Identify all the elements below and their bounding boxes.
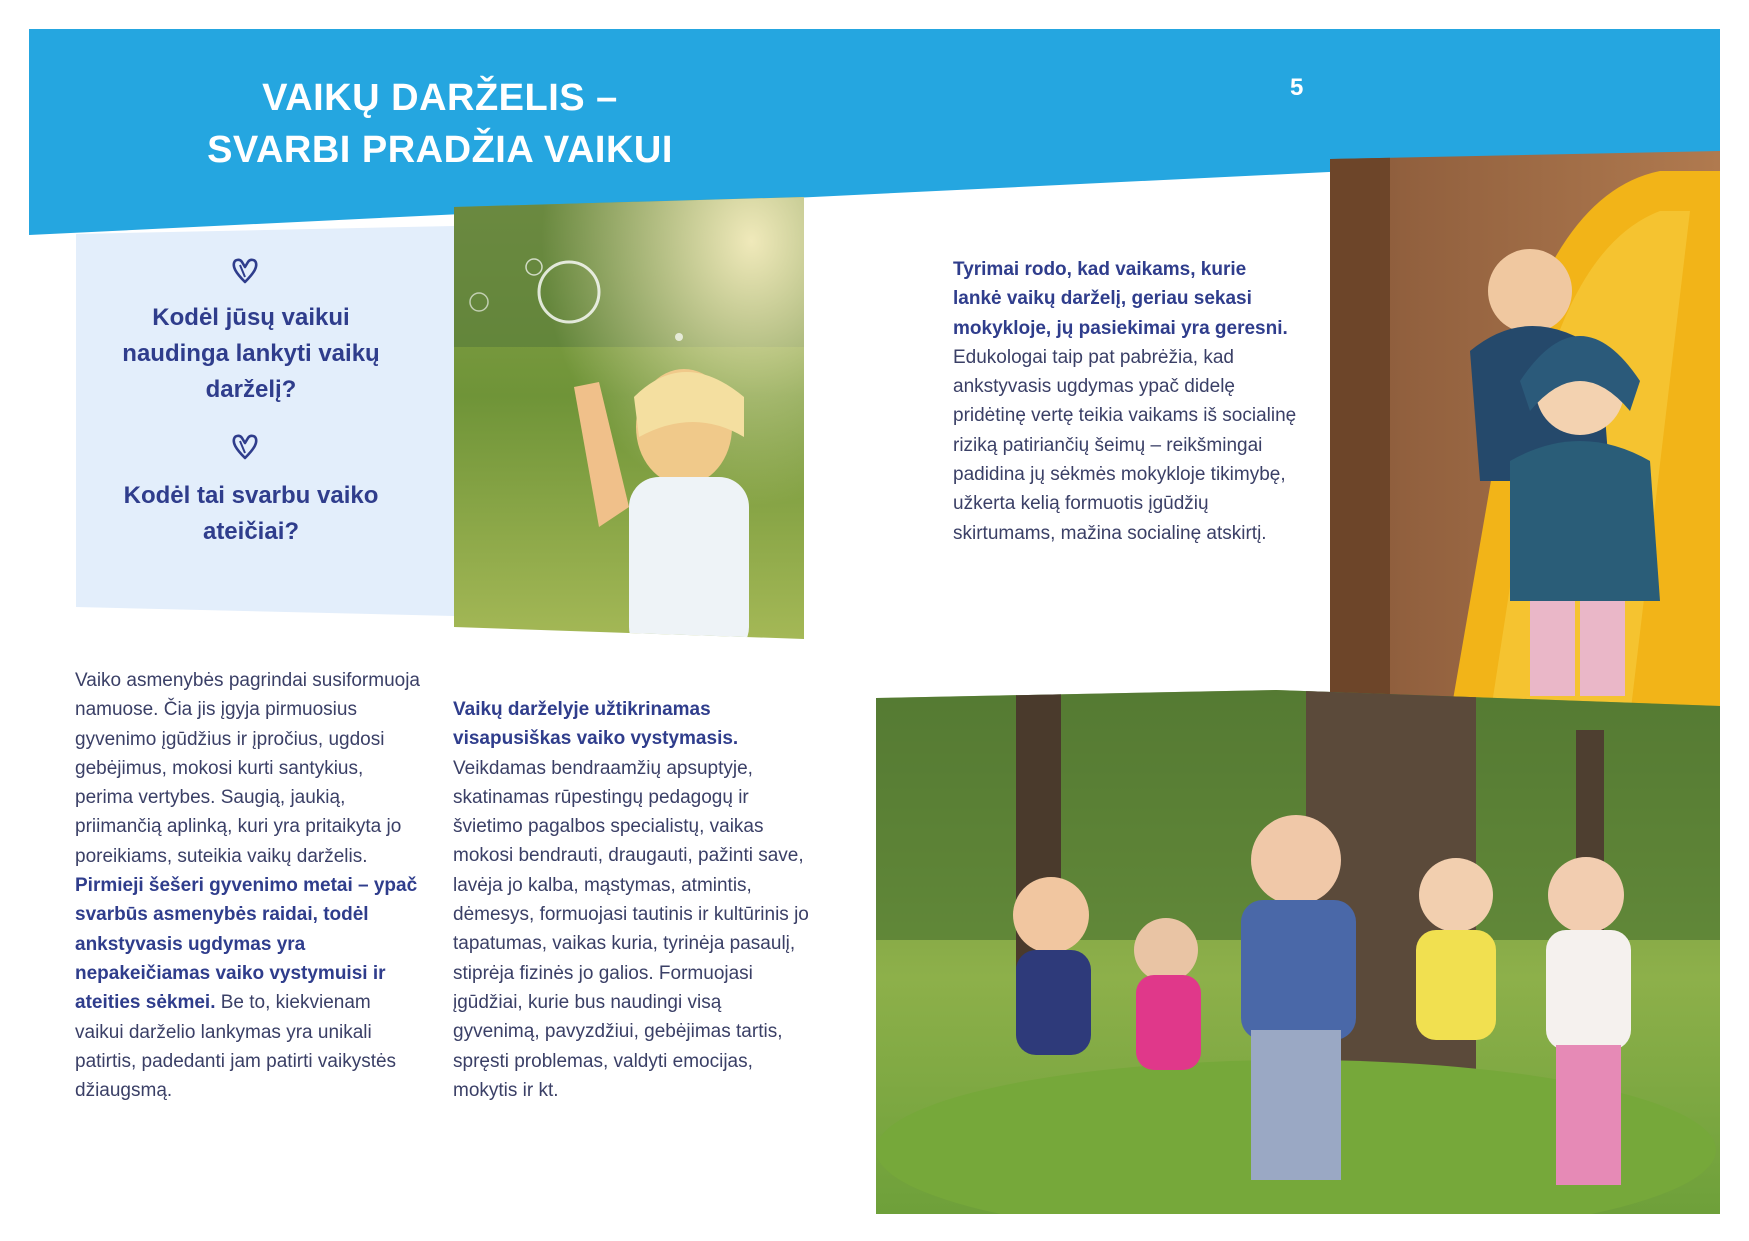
heart-icon [231,257,259,285]
column-2-paragraph: Veikdamas bendraamžių apsuptyje, skatinamas rūpestingų pedagogų ir švietimo pagalbos specialistų, vaikas mokosi bendrauti, draugauti, pažinti save, lavėja jo kalba, mąstymas, atmintis, dėmesys, formuojasi tautinis ir kultūrinis jo tapatumas, vaikas kuria, tyrinėja pasaulį, stiprėja fizinės jo galios. Formuojasi įgūdžiai, kurie bus naudingi visą gyvenimą, pavyzdžiui, gebėjimas tartis, spręsti problemas, valdyti emocijas, mokytis ir kt. [453,757,809,1101]
slide-children-photo [1330,151,1720,717]
page-title [150,72,730,176]
column-3-text [953,255,1298,548]
column-1-highlight: Pirmieji šešeri gyvenimo metai – ypač svarbūs asmenybės raidai, todėl ankstyvasis ugdymas yra nepakeičiamas vaiko vystymuisi ir ateities sėkmei. [75,875,418,1014]
column-1-paragraph-end: Be to, kiekvienam vaikui darželio lankymas yra unikali patirtis, padedanti jam patirti vaikystės džiaugsmą. [75,992,397,1102]
running-children-photo [876,690,1720,1214]
column-1-paragraph-start: Vaiko asmenybės pagrindai susiformuoja namuose. Čia jis įgyja pirmuosius gyvenimo įgūdžius ir įpročius, ugdosi gebėjimus, mokosi kurti santykius, perima vertybes. Saugią, jaukią, priimančią aplinką, kuri yra pritaikyta jo poreikiams, suteikia vaikų darželis. [75,670,420,867]
column-1-text [75,666,420,1105]
column-2-highlight: Vaikų darželyje užtikrinamas visapusiškas vaiko vystymasis. [453,699,739,750]
bubble-child-photo [454,197,804,639]
heart-icon [231,433,259,461]
question-panel [76,226,454,616]
question-2: Kodėl tai svarbu vaiko ateičiai? [123,482,379,545]
title-line-2: SVARBI PRADŽIA VAIKUI [207,129,673,171]
page-number: 5 [1290,74,1304,101]
column-2-text [453,695,813,1105]
column-3-highlight: Tyrimai rodo, kad vaikams, kurie lankė vaikų darželį, geriau sekasi mokykloje, jų pasiekimai yra geresni. [953,259,1288,339]
column-3-paragraph: Edukologai taip pat pabrėžia, kad ankstyvasis ugdymas ypač didelę pridėtinę vertę teikia vaikams iš socialinę riziką patiriančių šeimų – reikšmingai padidina jų sėkmės mokykloje tikimybę, užkerta kelią formuotis įgūdžių skirtumams, mažina socialinę atskirtį. [953,346,1297,544]
question-1: Kodėl jūsų vaikui naudinga lankyti vaikų darželį? [122,304,380,403]
title-line-1: VAIKŲ DARŽELIS – [262,77,618,119]
